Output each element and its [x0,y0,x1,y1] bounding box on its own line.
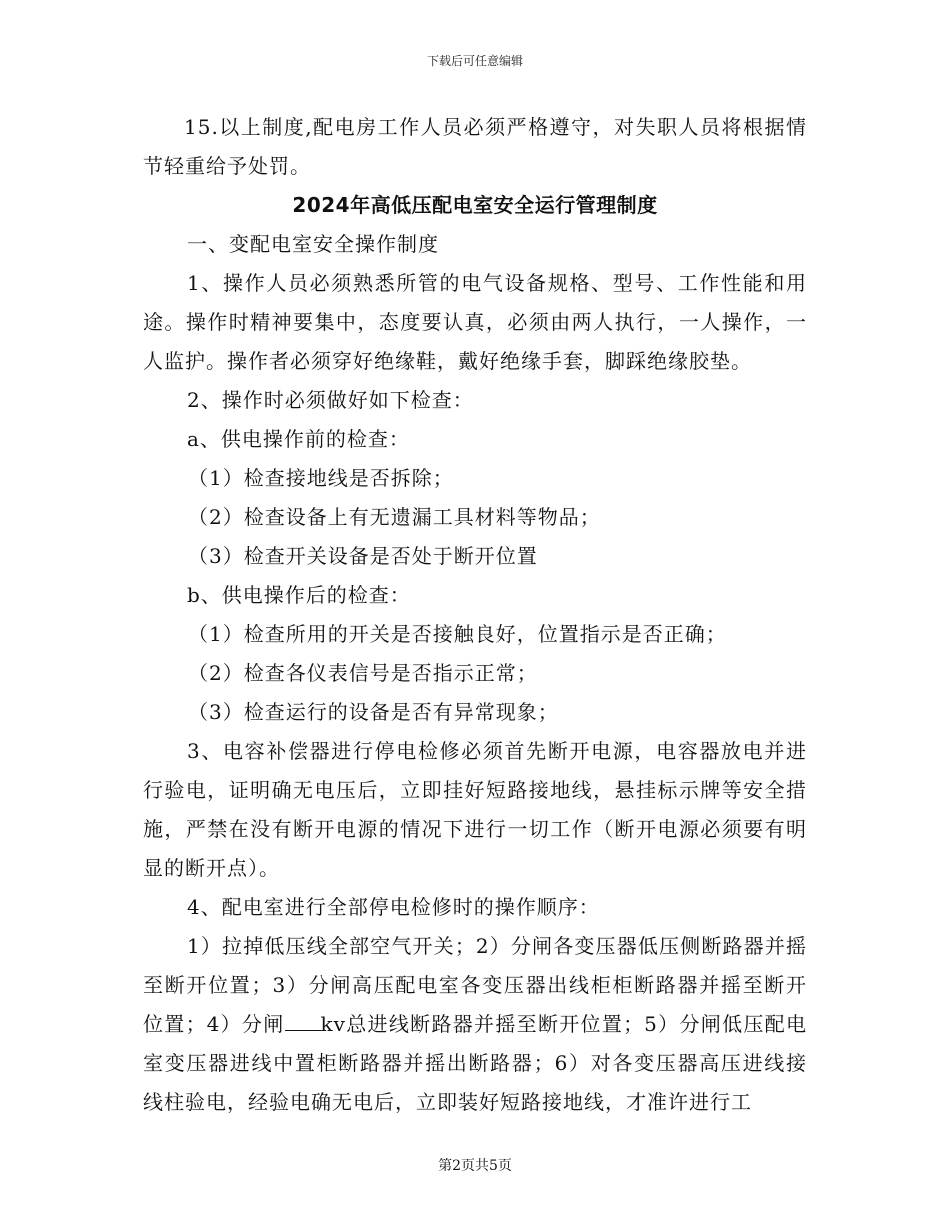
document-body [143,108,807,1122]
rule-15-paragraph: 15.以上制度,配电房工作人员必须严格遵守，对失职人员将根据情节轻重给予处罚。 [143,115,807,178]
item-4-paragraph: 4、配电室进行全部停电检修时的操作顺序： [187,895,600,919]
item-2a-heading: a、供电操作前的检查： [187,427,410,451]
check-item: （3）检查开关设备是否处于断开位置 [188,544,538,568]
section-heading: 一、变配电室安全操作制度 [187,232,439,256]
page-header: 下载后可任意编辑 [426,54,523,68]
item-4-steps-part-2: kv总进线断路器并摇至断开位置；5）分闸低压配电室变压器进线中置柜断路器并摇出断路器；6）对各变压器高压进线接线柱验电，经验电确无电后，立即装好短路接地线，才准许进行工 [143,1012,807,1114]
item-3-paragraph: 3、电容补偿器进行停电检修必须首先断开电源，电容器放电并进行验电，证明确无电压后，立即挂好短路接地线，悬挂标示牌等安全措施，严禁在没有断开电源的情况下进行一切工作（断开电源必须要有明显的断开点）。 [143,739,807,880]
item-4-steps-paragraph [143,927,807,1122]
item-2-paragraph: 2、操作时必须做好如下检查： [187,388,474,412]
fill-in-blank [285,1014,321,1031]
check-item: （2）检查各仪表信号是否指示正常； [188,661,538,685]
check-item: （3）检查运行的设备是否有异常现象； [188,700,559,724]
page-footer: 第2页共5页 [438,1158,512,1174]
document-title: 2024年高低压配电室安全运行管理制度 [292,193,658,217]
check-item: （1）检查所用的开关是否接触良好，位置指示是否正确； [188,622,727,646]
item-2b-heading: b、供电操作后的检查： [187,583,411,607]
item-1-paragraph: 1、操作人员必须熟悉所管的电气设备规格、型号、工作性能和用途。操作时精神要集中，态度要认真，必须由两人执行，一人操作，一人监护。操作者必须穿好绝缘鞋，戴好绝缘手套，脚踩绝缘胶垫。 [143,271,807,373]
check-item: （2）检查设备上有无遗漏工具材料等物品； [188,505,601,529]
item-4-steps-part-1: 1）拉掉低压线全部空气开关；2）分闸各变压器低压侧断路器并摇至断开位置；3）分闸高压配电室各变压器出线柜柜断路器并摇至断开位置；4）分闸 [143,934,807,1036]
check-item: （1）检查接地线是否拆除； [188,466,454,490]
